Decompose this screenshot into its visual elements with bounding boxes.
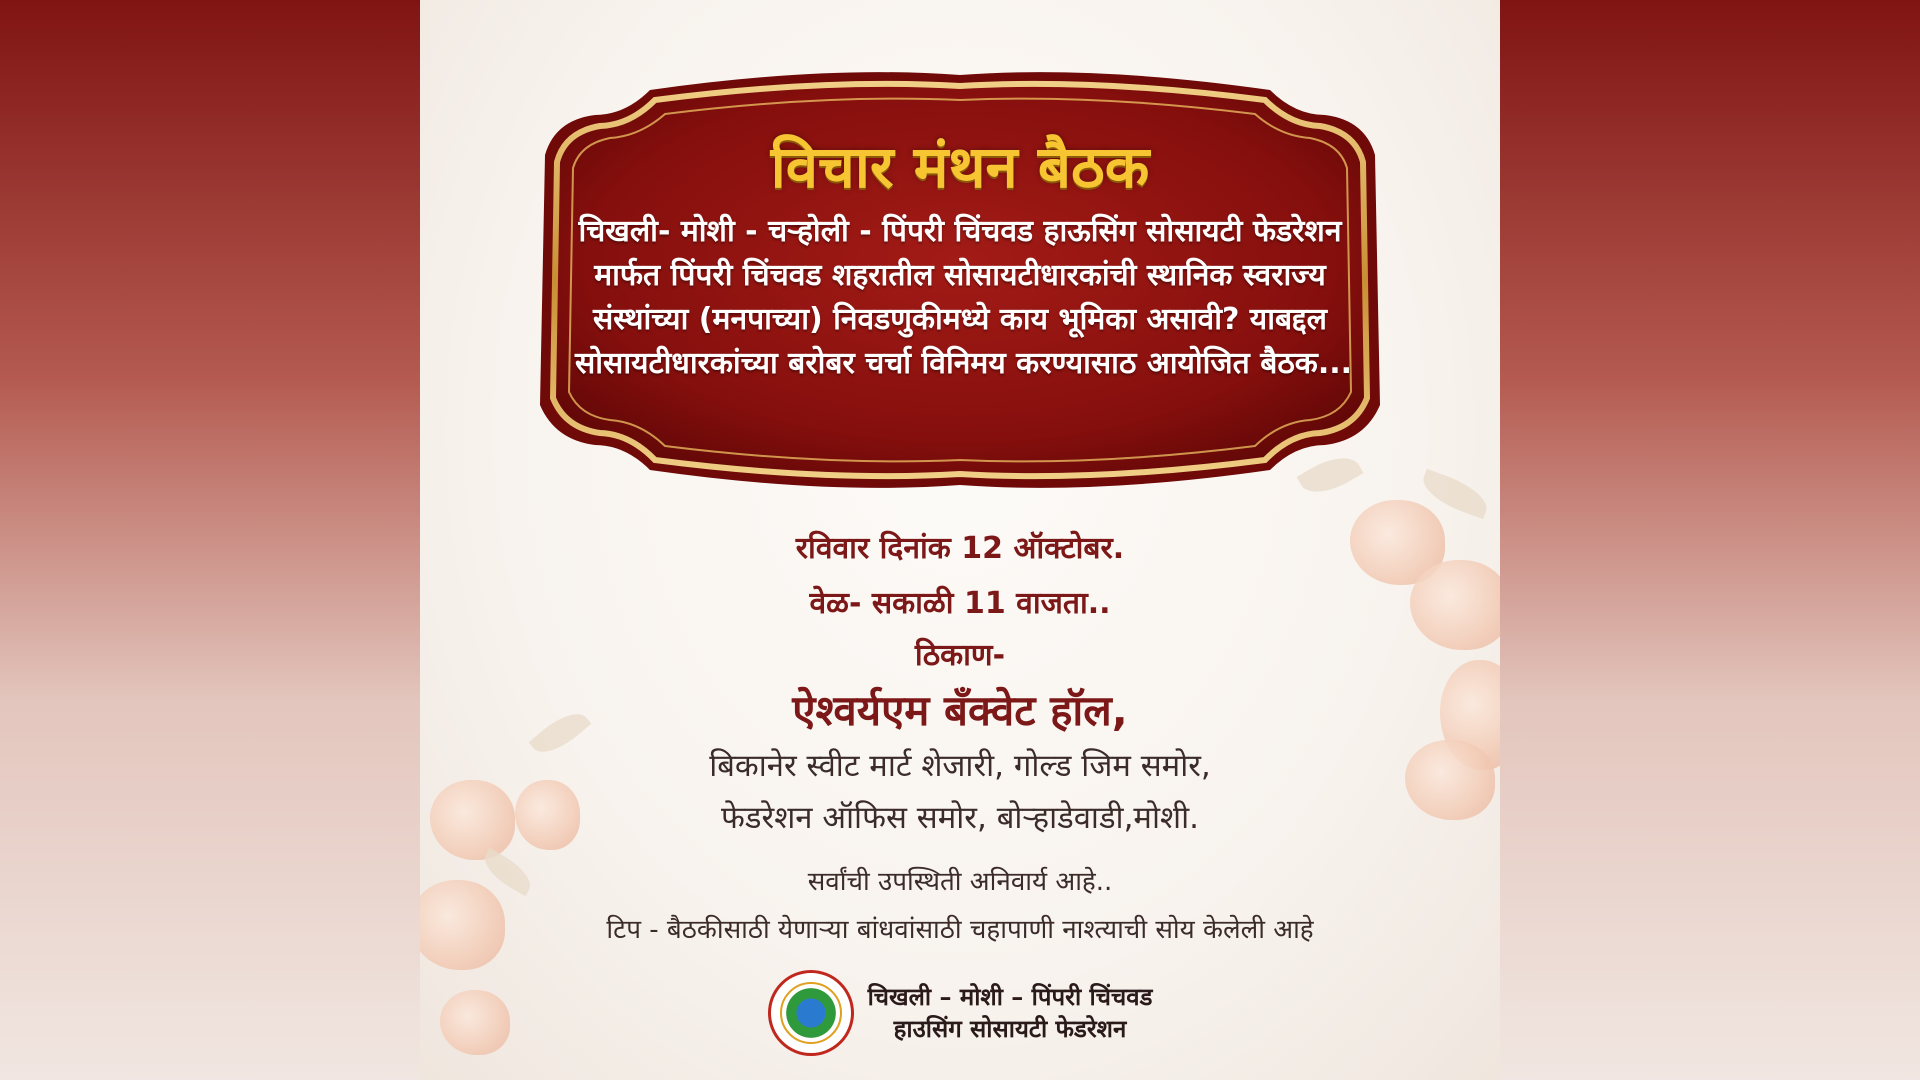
address-line: फेडरेशन ऑफिस समोर, बोऱ्हाडेवाडी,मोशी. — [721, 800, 1199, 836]
refreshment-note: टिप - बैठकीसाठी येणाऱ्या बांधवांसाठी चहापाणी नाश्त्याची सोय केलेली आहे — [606, 915, 1314, 945]
venue-label: ठिकाण- — [914, 638, 1006, 673]
venue-name: ऐश्वर्यएम बँक्वेट हॉल, — [792, 686, 1128, 735]
event-date: रविवार दिनांक 12 ऑक्टोबर. — [795, 531, 1125, 566]
event-details — [420, 520, 1500, 950]
address-line: बिकानेर स्वीट मार्ट शेजारी, गोल्ड जिम समोर, — [709, 748, 1211, 784]
attendance-note: सर्वांची उपस्थिती अनिवार्य आहे.. — [807, 867, 1113, 897]
federation-logo-icon — [768, 970, 854, 1056]
organizer-footer — [420, 970, 1500, 1056]
background-right — [1500, 0, 1920, 1080]
event-time: वेळ- सकाळी 11 वाजता.. — [809, 586, 1111, 621]
intro-line: संस्थांच्या (मनपाच्या) निवडणुकीमध्ये काय भूमिका असावी? याबद्दल — [593, 302, 1327, 337]
intro-line: सोसायटीधारकांच्या बरोबर चर्चा विनिमय करण्यासाठ आयोजित बैठक... — [575, 346, 1353, 381]
organizer-line: चिखली – मोशी – पिंपरी चिंचवड — [867, 982, 1153, 1011]
background-left — [0, 0, 420, 1080]
invitation-card — [420, 0, 1500, 1080]
intro-line: चिखली- मोशी - चऱ्होली - पिंपरी चिंचवड हाऊसिंग सोसायटी फेडरेशन — [578, 214, 1342, 249]
organizer-line: हाउसिंग सोसायटी फेडरेशन — [893, 1014, 1127, 1043]
organizer-name — [868, 981, 1153, 1045]
title-plaque — [525, 70, 1395, 490]
page-title: विचार मंथन बैठक — [770, 133, 1150, 201]
intro-text — [575, 210, 1353, 386]
intro-line: मार्फत पिंपरी चिंचवड शहरातील सोसायटीधारकांची स्थानिक स्वराज्य — [594, 258, 1326, 293]
